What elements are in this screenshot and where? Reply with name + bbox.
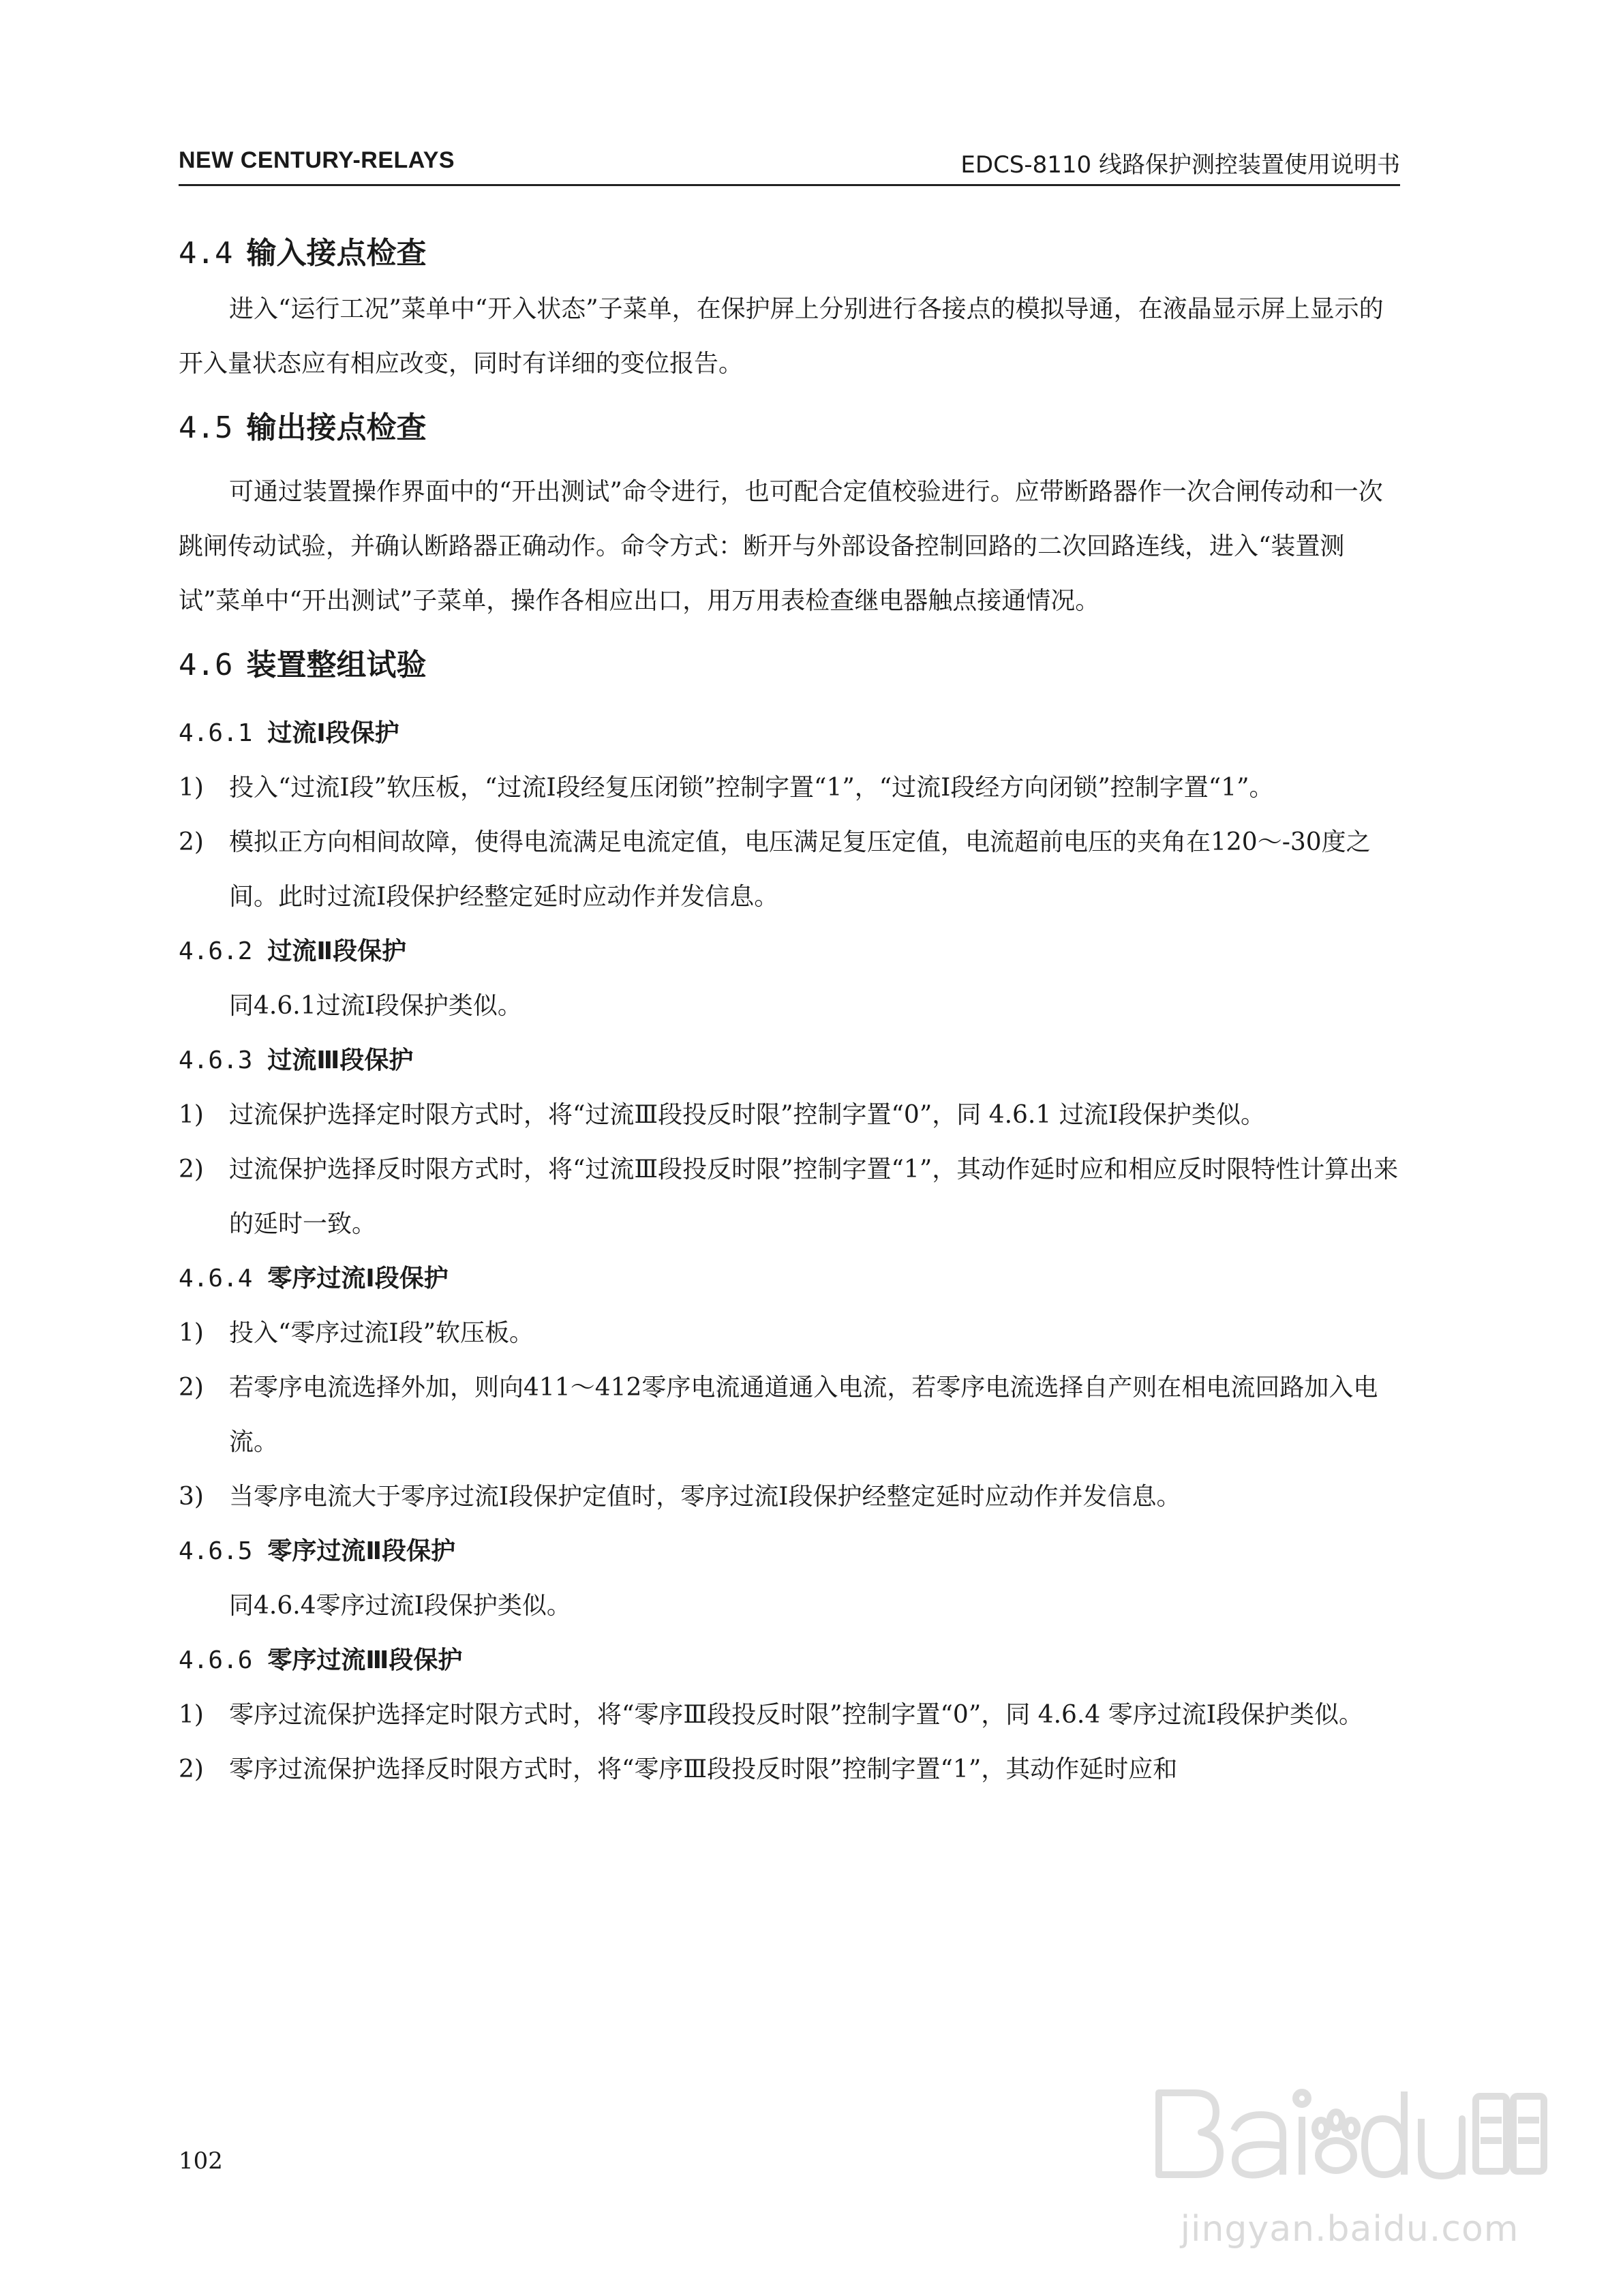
subsection-heading-4-6-4 [179,1252,1400,1306]
subsection-number: 4.6.5 [179,1537,253,1565]
list-item-text: 过流保护选择定时限方式时，将“过流Ⅲ段投反时限”控制字置“0”，同 4.6.1 过流Ⅰ段保护类似。 [229,1101,1265,1129]
subsection-number: 4.6.2 [179,937,253,965]
list-marker: 1) [179,1101,204,1129]
section-heading-4-6 [179,637,1400,694]
document-body [179,225,1400,1797]
page-number: 102 [179,2147,223,2175]
subsection-number: 4.6.1 [179,719,253,747]
subsection-title: 过流Ⅰ段保护 [267,719,399,747]
paragraph: 同4.6.1过流Ⅰ段保护类似。 [229,992,522,1020]
subsection-heading-4-6-5 [179,1524,1400,1579]
subsection-title: 零序过流Ⅱ段保护 [267,1537,456,1565]
list-item-text: 零序过流保护选择定时限方式时，将“零序Ⅲ段投反时限”控制字置“0”，同 4.6.4 零序过流Ⅰ段保护类似。 [229,1701,1363,1729]
paragraph: 可通过装置操作界面中的“开出测试”命令进行，也可配合定值校验进行。应带断路器作一次合闸传动和一次跳闸传动试验，并确认断路器正确动作。命令方式：断开与外部设备控制回路的二次回路连线，进入“装置测试”菜单中“开出测试”子菜单，操作各相应出口，用万用表检查继电器触点接通情况。 [179,478,1383,615]
section-title: 输出接点检查 [246,410,427,445]
list-item-text: 零序过流保护选择反时限方式时，将“零序Ⅲ段投反时限”控制字置“1”，其动作延时应和 [229,1755,1178,1783]
watermark-url: jingyan.baidu.com [1180,2209,1519,2250]
list-marker: 2) [179,1155,204,1183]
list-item-text: 模拟正方向相间故障，使得电流满足电流定值，电压满足复压定值，电流超前电压的夹角在120～-30度之间。此时过流Ⅰ段保护经整定延时应动作并发信息。 [229,828,1371,911]
list-item [179,1742,1400,1797]
list-item [179,1688,1400,1742]
list-marker: 1) [179,1319,204,1347]
subsection-heading-4-6-2 [179,924,1400,979]
header-doc-title: EDCS-8110 线路保护测控装置使用说明书 [960,151,1400,179]
list-item-text: 投入“零序过流Ⅰ段”软压板。 [229,1319,534,1347]
list-marker: 1) [179,1701,204,1729]
list-item-text: 若零序电流选择外加，则向411～412零序电流通道通入电流，若零序电流选择自产则在相电流回路加入电流。 [229,1374,1378,1456]
list-item [179,1143,1400,1252]
list-marker: 3) [179,1483,204,1511]
list-marker: 1) [179,774,204,802]
subsection-number: 4.6.6 [179,1646,253,1674]
section-heading-4-5 [179,399,1400,457]
list-item [179,1470,1400,1524]
list-marker: 2) [179,1374,204,1402]
page-header [179,143,1400,186]
paragraph: 进入“运行工况”菜单中“开入状态”子菜单，在保护屏上分别进行各接点的模拟导通，在液晶显示屏上显示的开入量状态应有相应改变，同时有详细的变位报告。 [179,295,1384,378]
subsection-heading-4-6-6 [179,1633,1400,1688]
subsection-title: 过流Ⅲ段保护 [267,1046,414,1074]
list-item-text: 当零序电流大于零序过流Ⅰ段保护定值时，零序过流Ⅰ段保护经整定延时应动作并发信息。 [229,1483,1181,1511]
subsection-title: 过流Ⅱ段保护 [267,937,407,965]
baidu-logo-icon [1132,2066,1554,2202]
subsection-heading-4-6-1 [179,706,1400,761]
subsection-title: 零序过流Ⅲ段保护 [267,1646,463,1674]
subsection-number: 4.6.4 [179,1265,253,1293]
section-number: 4.4 [179,236,233,271]
list-item-text: 过流保护选择反时限方式时，将“过流Ⅲ段投反时限”控制字置“1”，其动作延时应和相应反时限特性计算出来的延时一致。 [229,1155,1399,1238]
subsection-title: 零序过流Ⅰ段保护 [267,1265,449,1293]
list-marker: 2) [179,1755,204,1783]
list-item [179,1306,1400,1361]
subsection-heading-4-6-3 [179,1033,1400,1088]
list-item-text: 投入“过流Ⅰ段”软压板，“过流Ⅰ段经复压闭锁”控制字置“1”，“过流Ⅰ段经方向闭锁”控制字置“1”。 [229,774,1274,802]
section-title: 装置整组试验 [246,648,427,682]
header-brand: NEW CENTURY-RELAYS [179,147,455,173]
subsection-number: 4.6.3 [179,1046,253,1074]
section-number: 4.5 [179,410,233,445]
list-item [179,815,1400,924]
baidu-jingyan-watermark [1132,2066,1554,2270]
list-marker: 2) [179,828,204,856]
section-heading-4-4 [179,225,1400,282]
list-item [179,761,1400,815]
paragraph: 同4.6.4零序过流Ⅰ段保护类似。 [229,1592,571,1620]
section-title: 输入接点检查 [246,236,427,271]
list-item [179,1361,1400,1470]
list-item [179,1088,1400,1143]
section-number: 4.6 [179,648,233,682]
